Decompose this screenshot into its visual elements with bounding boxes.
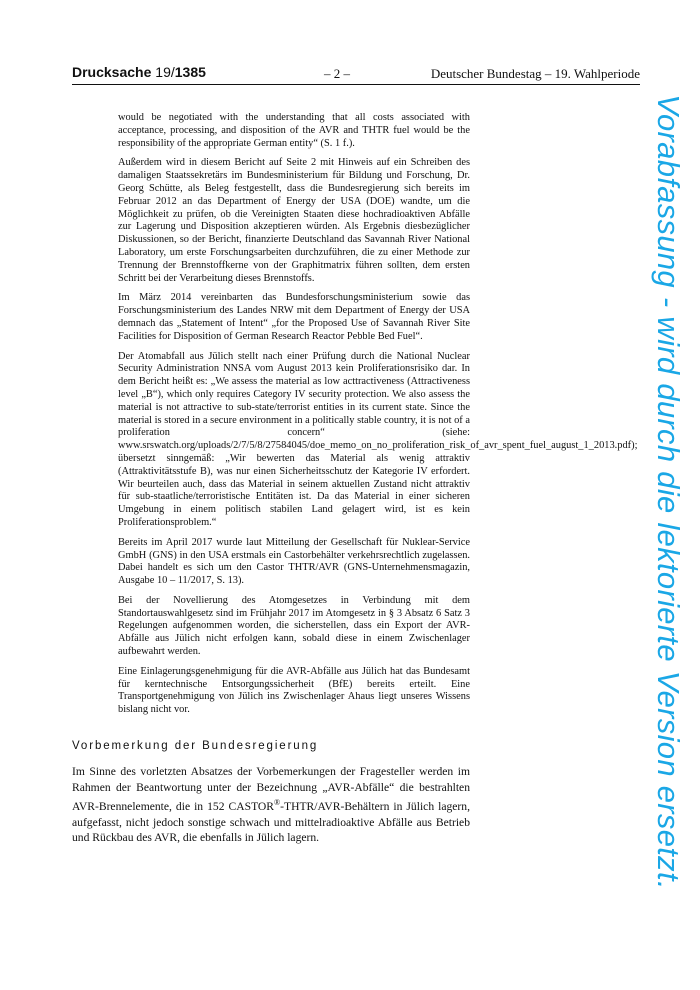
watermark-text: Vorabfassung - wird durch die lektorierte Version ersetzt. bbox=[651, 94, 686, 890]
preliminary-remarks-body bbox=[118, 112, 638, 724]
doc-number: 1385 bbox=[174, 64, 206, 80]
page-header bbox=[72, 62, 640, 85]
paragraph: Eine Einlagerungsgenehmigung für die AVR-Abfälle aus Jülich hat das Bundesamt für kerntechnische Entsorgungssicherheit (BfE) bereits erteilt. Eine Transportgenehmigung von Jülich ins Zwischenlager Ahaus liegt unseres Wissens bislang nicht vor. bbox=[118, 665, 470, 716]
parliament-period: Deutscher Bundestag – 19. Wahlperiode bbox=[430, 66, 640, 81]
page-number: – 2 – bbox=[324, 66, 350, 81]
draft-watermark bbox=[638, 82, 698, 902]
paragraph: Im März 2014 vereinbarten das Bundesforschungsministerium sowie das Forschungsministerium des Landes NRW mit dem Department of Energy der USA demnach das „Statement of Intent“ „for the Proposed Use of Savannah River Site Facilities for Disposition of German Research Reactor Pebble Bed Fuel“. bbox=[118, 292, 470, 342]
paragraph: Bereits im April 2017 wurde laut Mitteilung der Gesellschaft für Nuklear-Service GmbH (GNS) in den USA erstmals ein Castorbehälter verkehrsrechtlich zugelassen. Dabei handelt es sich um den Castor THTR/AVR (GNS-Unternehmensmagazin, Ausgabe 10 – 11/2017, S. 13). bbox=[118, 536, 470, 587]
registered-mark: ® bbox=[274, 798, 281, 808]
text-part: Im Sinne des vorletzten Absatzes der Vorbemerkungen der Fragesteller werden im Rahmen der Beantwortung unter der Bezeichnung „AVR-Abfälle“ die bestrahlten AVR-Brennelemente, die in 152 CASTOR bbox=[72, 765, 470, 814]
paragraph: Bei der Novellierung des Atomgesetzes in Verbindung mit dem Standortauswahlgesetz sind im Frühjahr 2017 im Atomgesetz in § 3 Absatz 6 Satz 3 Regelungen aufgenommen worden, die sicherstellen, dass ein Export der AVR-Abfälle aus Jülich nicht erfolgen kann, sobald diese in einem Zwischenlager aufbewahrt werden. bbox=[118, 594, 470, 658]
text-part: -THTR/AVR-Behältern in Jülich lagern, aufgefasst, nicht jedoch sonstige schwach und mittelradioaktive Abfälle aus Betrieb und Rückbau des AVR, die ebenfalls in Jülich lagern. bbox=[72, 800, 470, 845]
document-number bbox=[72, 64, 206, 80]
section-heading: Vorbemerkung der Bundesregierung bbox=[72, 740, 319, 752]
paragraph: would be negotiated with the understanding that all costs associated with acceptance, processing, and disposition of the AVR and THTR fuel would be the responsibility of the appropriate German entity“ (S. 1 f.). bbox=[118, 112, 470, 149]
paragraph bbox=[72, 764, 470, 846]
doc-number-prefix: 19/ bbox=[155, 64, 175, 80]
government-remarks-body bbox=[72, 764, 470, 846]
paragraph: Außerdem wird in diesem Bericht auf Seite 2 mit Hinweis auf ein Schreiben des damaligen Staatssekretärs im Bundesministerium für Bildung und Forschung, Dr. Georg Schütte, als Beleg festgestellt, dass die Bundesregierung sich bereits im Februar 2012 an das Department of Energy der USA (DOE) wandte, um die Möglichkeit zu prüfen, ob die Vereinigten Staaten diese hochradioaktiven Abfälle zur Lagerung und Disposition akzeptieren würden. Als Ergebnis diesbezüglicher Diskussionen, so der Bericht, finanzierte Deutschland das Savannah River National Laboratory, um erste Forschungsarbeiten durchzuführen, die zu einer Methode zur Trennung der Brennstoffkerne von der Graphitmatrix führen sollten, dem ersten Schritt bei der Verarbeitung dieses Brennstoffs. bbox=[118, 157, 470, 284]
doc-label: Drucksache bbox=[72, 64, 152, 80]
paragraph: Der Atomabfall aus Jülich stellt nach einer Prüfung durch die National Nuclear Security Administration NNSA vom August 2013 kein Proliferationsrisiko dar. In dem Bericht heißt es: „We assess the material as low acttractiveness (Attractiveness level „B“), which only requires Category IV security protection. We also assess the material is not attractive to sub-state/terrorist entities in its current state. Since the material is stored in a secure environment in a politically stable country, it is not of a proliferation concern“ (siehe: www.srswatch.org/uploads/2/7/5/8/27584045/doe_memo_on_no_proliferation_risk_of_avr_spent_fuel_august_1_2013.pdf); übersetzt sinngemäß: „Wir bewerten das Material als wenig attraktiv (Attraktivitätsstufe B), was nur einen Sicherheitsschutz der Kategorie IV erfordert. Wir beurteilen auch, dass das Material in seinem aktuellen Zustand nicht attraktiv für sub-staatliche/terroristische Entitäten ist. Da das Material in einer sicheren Umgebung in einem politisch stabilen Land gelagert wird, ist es kein Proliferationsproblem.“ bbox=[118, 350, 638, 528]
